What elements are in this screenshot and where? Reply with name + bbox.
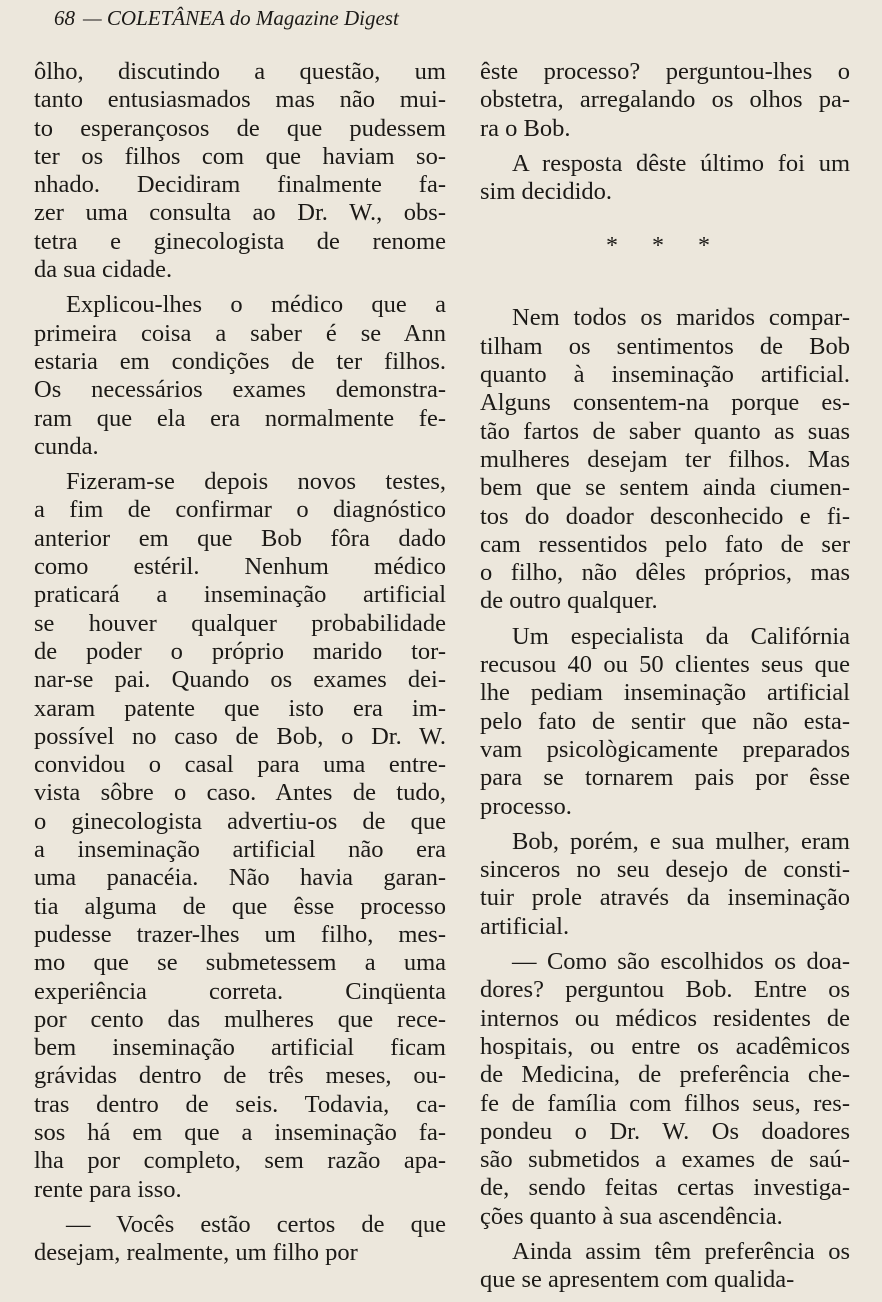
- text-line: como estéril. Nenhum médico: [34, 553, 446, 581]
- text-line: to esperançosos de que pudessem: [34, 114, 446, 142]
- text-line: internos ou médicos residentes de: [480, 1004, 850, 1032]
- text-line: ôlho, discutindo a questão, um: [34, 58, 446, 85]
- text-line: primeira coisa a saber é se Ann: [34, 319, 446, 347]
- text-line: anterior em que Bob fôra dado: [34, 524, 446, 552]
- right-column: [480, 58, 850, 1302]
- text-line: de Medicina, de preferência che-: [480, 1061, 850, 1089]
- text-line: praticará a inseminação artificial: [34, 581, 446, 609]
- text-line: lhe pediam inseminação artificial: [480, 679, 850, 707]
- text-line: para se tornarem pais por êsse: [480, 764, 850, 792]
- text-line: de, sendo feitas certas investiga-: [480, 1174, 850, 1202]
- text-line: Ainda assim têm preferência os: [512, 1237, 850, 1265]
- text-line: hospitais, ou entre os acadêmicos: [480, 1032, 850, 1060]
- text-line: grávidas dentro de três meses, ou-: [34, 1062, 446, 1090]
- text-line: zer uma consulta ao Dr. W., obs-: [34, 199, 446, 227]
- text-line: são submetidos a exames de saú-: [480, 1146, 850, 1174]
- text-line: tetra e ginecologista de renome: [34, 227, 446, 255]
- text-line: lha por completo, sem razão apa-: [34, 1147, 446, 1175]
- text-line: ções quanto à sua ascendência.: [480, 1202, 783, 1230]
- text-line: fe de família com filhos seus, res-: [480, 1089, 850, 1117]
- text-line: a fim de confirmar o diagnóstico: [34, 496, 446, 524]
- text-line: vista sôbre o caso. Antes de tudo,: [34, 779, 446, 807]
- text-line: da sua cidade.: [34, 256, 173, 284]
- page-number: 68: [54, 6, 75, 30]
- text-line: dores? perguntou Bob. Entre os: [480, 976, 850, 1004]
- text-line: se houver qualquer probabilidade: [34, 609, 446, 637]
- right-column-bottom: [480, 304, 850, 1294]
- text-line: estaria em condições de ter filhos.: [34, 347, 446, 375]
- text-line: convidou o casal para uma entre-: [34, 751, 446, 779]
- text-line: — Vocês estão certos de que: [66, 1210, 446, 1238]
- section-separator: * * *: [606, 233, 724, 260]
- text-line: Os necessários exames demonstra-: [34, 376, 446, 404]
- text-line: experiência correta. Cinqüenta: [34, 977, 446, 1005]
- text-line: obstetra, arregalando os olhos pa-: [480, 86, 850, 114]
- paragraph: [480, 828, 850, 941]
- text-line: mo que se submetessem a uma: [34, 949, 446, 977]
- paragraph: [34, 58, 446, 284]
- text-line: ram que ela era normalmente fe-: [34, 404, 446, 432]
- text-line: pondeu o Dr. W. Os doadores: [480, 1117, 850, 1145]
- text-line: A resposta dêste último foi um: [512, 149, 850, 177]
- text-line: que se apresentem com qualida-: [480, 1266, 795, 1294]
- text-line: sinceros no seu desejo de consti-: [480, 856, 850, 884]
- text-line: — Como são escolhidos os doa-: [512, 948, 850, 976]
- text-line: rente para isso.: [34, 1175, 182, 1203]
- text-line: Nem todos os maridos compar-: [512, 304, 850, 332]
- text-line: quanto à inseminação artificial.: [480, 361, 850, 389]
- text-line: Um especialista da Califórnia: [512, 622, 850, 650]
- text-line: sos há em que a inseminação fa-: [34, 1118, 446, 1146]
- text-line: Explicou-lhes o médico que a: [66, 291, 446, 319]
- text-line: artificial.: [480, 912, 570, 940]
- text-line: tanto entusiasmados mas não mui-: [34, 86, 446, 114]
- running-title: — COLETÂNEA do Magazine Digest: [83, 6, 399, 30]
- text-line: de poder o próprio marido tor-: [34, 637, 446, 665]
- paragraph: [480, 623, 850, 821]
- text-line: Alguns consentem-na porque es-: [480, 389, 850, 417]
- text-line: recusou 40 ou 50 clientes seus que: [480, 651, 850, 679]
- text-line: tuir prole através da inseminação: [480, 884, 850, 912]
- text-line: Fizeram-se depois novos testes,: [66, 468, 446, 496]
- text-line: cunda.: [34, 432, 99, 460]
- paragraph: [480, 948, 850, 1231]
- paragraph: [34, 1211, 446, 1268]
- text-line: vam psicològicamente preparados: [480, 735, 850, 763]
- paragraph: [480, 304, 850, 615]
- text-line: por cento das mulheres que rece-: [34, 1005, 446, 1033]
- text-line: o filho, não dêles próprios, mas: [480, 559, 850, 587]
- text-line: pelo fato de sentir que não esta-: [480, 707, 850, 735]
- text-line: Bob, porém, e sua mulher, eram: [512, 827, 850, 855]
- text-line: tras dentro de seis. Todavia, ca-: [34, 1090, 446, 1118]
- text-line: o ginecologista advertiu-os de que: [34, 807, 446, 835]
- text-line: ter os filhos com que haviam so-: [34, 142, 446, 170]
- text-line: tia alguma de que êsse processo: [34, 892, 446, 920]
- right-column-top: [480, 58, 850, 206]
- left-column: [34, 58, 446, 1274]
- running-header: [54, 6, 399, 31]
- paragraph: [480, 58, 850, 143]
- text-line: possível no caso de Bob, o Dr. W.: [34, 722, 446, 750]
- text-line: uma panacéia. Não havia garan-: [34, 864, 446, 892]
- text-line: bem inseminação artificial ficam: [34, 1034, 446, 1062]
- text-line: ra o Bob.: [480, 114, 571, 142]
- text-line: pudesse trazer-lhes um filho, mes-: [34, 920, 446, 948]
- paragraph: [34, 291, 446, 461]
- text-line: tão fartos de saber quanto as suas: [480, 417, 850, 445]
- text-line: sim decidido.: [480, 178, 613, 206]
- text-line: êste processo? perguntou-lhes o: [480, 58, 850, 85]
- text-line: tos do doador desconhecido e fi-: [480, 502, 850, 530]
- text-line: a inseminação artificial não era: [34, 836, 446, 864]
- text-line: mulheres desejam ter filhos. Mas: [480, 445, 850, 473]
- paragraph: [480, 1238, 850, 1295]
- text-line: cam ressentidos pelo fato de ser: [480, 530, 850, 558]
- text-line: nhado. Decidiram finalmente fa-: [34, 171, 446, 199]
- text-line: tilham os sentimentos de Bob: [480, 332, 850, 360]
- text-line: processo.: [480, 792, 572, 820]
- text-line: desejam, realmente, um filho por: [34, 1239, 358, 1267]
- paragraph: [480, 150, 850, 207]
- paragraph: [34, 468, 446, 1204]
- text-line: de outro qualquer.: [480, 587, 658, 615]
- text-line: bem que se sentem ainda ciumen-: [480, 474, 850, 502]
- text-line: nar-se pai. Quando os exames dei-: [34, 666, 446, 694]
- text-line: xaram patente que isto era im-: [34, 694, 446, 722]
